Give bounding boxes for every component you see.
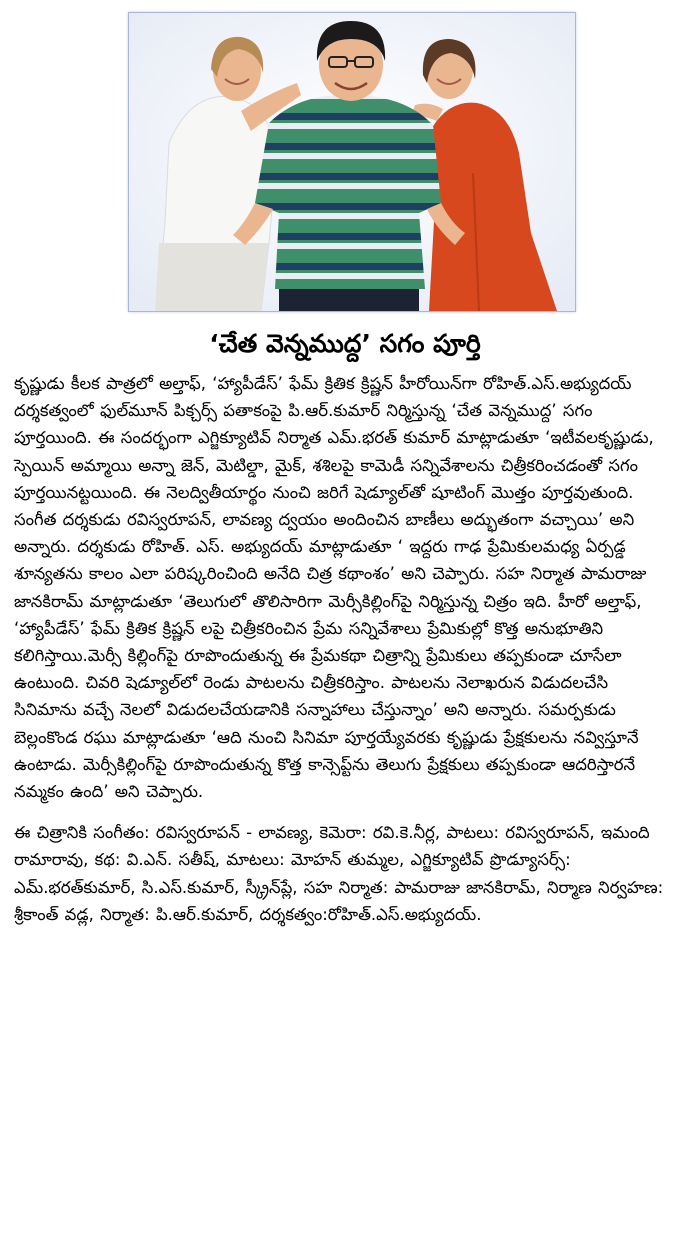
promo-photo xyxy=(128,12,576,312)
article-body xyxy=(14,370,676,928)
article-paragraph: కృష్ణుడు కీలక పాత్రలో అల్తాఫ్, ‘హ్యాపీడేస్’ ఫేమ్ క్రితిక క్రిష్ణన్ హీరోయిన్‌గా రోహిత్.ఎస్.అభ్యుదయ్ దర్శకత్వంలో ఫుల్‌మూన్ పిక్చర్స్ పతాకంపై పి.ఆర్.కుమార్ నిర్మిస్తున్న ‘చేత వెన్నముద్ద’ సగం పూర్తయింది. ఈ సందర్భంగా ఎగ్జిక్యూటివ్ నిర్మాత ఎమ్.భరత్ కుమార్ మాట్లాడుతూ ‘ఇటీవలకృష్ణుడు, స్పెయిన్ అమ్మాయి అన్నా జెన్, మెటిల్డా, మైక్, శశిలపై కామెడీ సన్నివేశాలను చిత్రీకరించడంతో సగం పూర్తయినట్టయింది. ఈ నెలద్వితీయార్థం నుంచి జరిగే షెడ్యూల్‌తో షూటింగ్ మొత్తం పూర్తవుతుంది. సంగీత దర్శకుడు రవిస్వరూపన్, లావణ్య ద్వయం అందించిన బాణీలు అద్భుతంగా వచ్చాయి’ అని అన్నారు. దర్శకుడు రోహిత్. ఎస్. అభ్యుదయ్ మాట్లాడుతూ ‘ ఇద్దరు గాఢ ప్రేమికులమధ్య ఏర్పడ్డ శూన్యతను కాలం ఎలా పరిష్కరించింది అనేది చిత్ర కథాంశం’ అని చెప్పారు. సహ నిర్మాత పామరాజు జానకిరామ్ మాట్లాడుతూ ‘తెలుగులో తొలిసారిగా మెర్సీకిల్లింగ్‌పై నిర్మిస్తున్న చిత్రం ఇది. హీరో అల్తాఫ్, ‘హ్యాపీడేస్’ ఫేమ్ క్రితిక క్రిష్ణన్ లపై చిత్రీకరించిన ప్రేమ సన్నివేశాలు ప్రేమికుల్లో కొత్త అనుభూతిని కలిగిస్తాయి.మెర్సీ కిల్లింగ్‌పై రూపొందుతున్న ఈ ప్రేమకథా చిత్రాన్ని ప్రేమికులు తప్పకుండా చూసేలా ఉంటుంది. చివరి షెడ్యూల్‌లో రెండు పాటలను చిత్రీకరిస్తాం. పాటలను నెలాఖరున విడుదలచేసి సినిమాను వచ్చే నెలలో విడుదలచేయడానికి సన్నాహాలు చేస్తున్నాం’ అని అన్నారు. సమర్పకుడు బెల్లంకొండ రఘు మాట్లాడుతూ ‘ఆది నుంచి సినిమా పూర్తయ్యేవరకు కృష్ణుడు ప్రేక్షకులను నవ్విస్తూనే ఉంటాడు. మెర్సీకిల్లింగ్‌పై రూపొందుతున్న కొత్త కాన్సెప్ట్‌ను తెలుగు ప్రేక్షకులు తప్పకుండా ఆదరిస్తారనే నమ్మకం ఉంది’ అని చెప్పారు. xyxy=(14,374,654,802)
article-headline: ‘చేత వెన్నముద్ద’ సగం పూర్తి xyxy=(209,329,481,358)
article-credits: ఈ చిత్రానికి సంగీతం: రవిస్వరూపన్ - లావణ్య, కెమెరా: రవి.కె.నీర్ల, పాటలు: రవిస్వరూపన్, ఇమంది రామారావు, కథ: వి.ఎన్. సతీష్, మాటలు: మోహన్ తుమ్మల, ఎగ్జిక్యూటివ్ ప్రొడ్యూసర్స్: ఎమ్.భరత్‌కుమార్, సి.ఎస్.కుమార్, స్క్రీన్‌ప్లే, సహ నిర్మాత: పామరాజు జానకిరామ్, నిర్మాణ నిర్వహణ: శ్రీకాంత్ వడ్ల, నిర్మాత: పి.ఆర్.కుమార్, దర్శకత్వం:రోహిత్.ఎస్.అభ్యుదయ్. xyxy=(14,823,664,924)
promo-photo-illustration xyxy=(129,13,575,311)
